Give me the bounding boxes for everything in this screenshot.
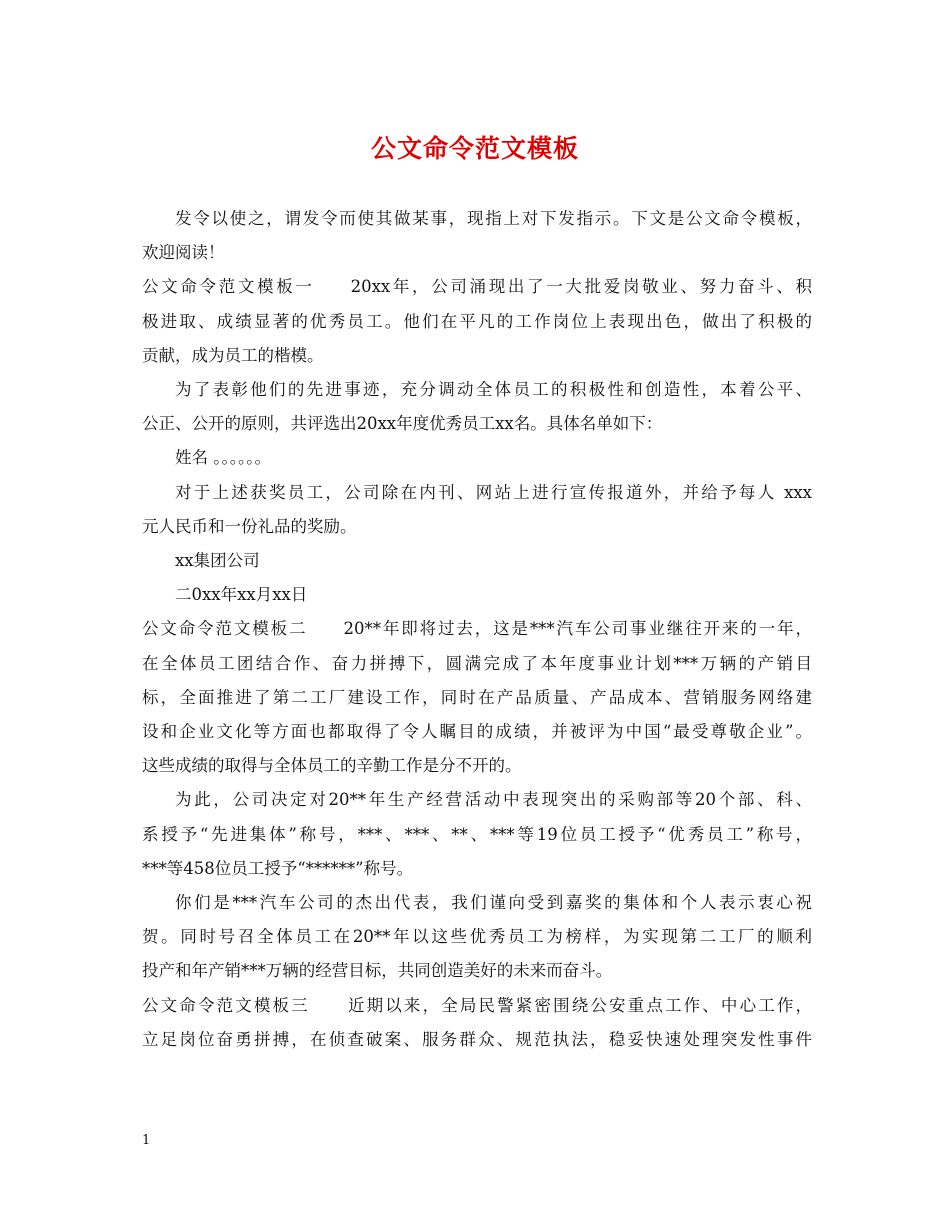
text-line: 投产和年产销***万辆的经营目标，共同创造美好的未来而奋斗。 [142,961,613,981]
text-line [142,989,812,1023]
text-line: 公正、公开的原则，共评选出20xx年度优秀员工xx名。具体名单如下： [142,414,663,434]
section-heading: 公文命令范文模板一 [142,277,315,297]
text-line: 对于上述获奖员工，公司除在内刊、网站上进行宣传报道外，并给予每人 xxx [175,482,812,502]
signature-company: xx集团公司 [175,551,260,571]
text-line: 立足岗位奋勇拼搏，在侦查破案、服务群众、规范执法，稳妥快速处理突发性事件 [142,1029,812,1049]
text-line: 贺。同时号召全体员工在20**年以这些优秀员工为榜样，为实现第二工厂的顺利 [142,927,812,947]
text-line: 元人民币和一份礼品的奖励。 [142,516,357,536]
text-line-segment: 20xx年，公司涌现出了一大批爱岗敬业、努力奋斗、积 [350,277,813,297]
text-line: 系授予“先进集体”称号，***、***、**、***等19位员工授予“优秀员工”称号， [142,824,812,844]
text-line: 为了表彰他们的先进事迹，充分调动全体员工的积极性和创造性，本着公平、 [175,380,812,400]
document-body [142,202,812,1057]
text-line: 为此，公司决定对20**年生产经营活动中表现突出的采购部等20个部、科、 [175,790,812,810]
text-line [142,270,812,304]
text-line-segment: 20**年即将过去，这是***汽车公司事业继往开来的一年， [343,619,813,639]
text-line-segment: 近期以来，全局民警紧密围绕公安重点工作、中心工作， [345,995,813,1015]
text-line [142,612,812,646]
text-line: 贡献，成为员工的楷模。 [142,345,324,365]
text-line: 姓名 。。。。。。 [175,448,271,468]
text-line: 极进取、成绩显著的优秀员工。他们在平凡的工作岗位上表现出色，做出了积极的 [142,311,812,331]
text-line: ***等458位员工授予“******”称号。 [142,858,414,878]
text-line: 发令以使之，谓发令而使其做某事，现指上对下发指示。下文是公文命令模板， [175,209,812,228]
section-heading: 公文命令范文模板二 [142,619,308,639]
text-line: 设和企业文化等方面也都取得了令人瞩目的成绩，并被评为中国“最受尊敬企业”。 [142,722,812,742]
text-line: 欢迎阅读！ [142,243,225,263]
signature-date: 二0xx年xx月xx日 [175,585,308,605]
text-line: 在全体员工团结合作、奋力拼搏下，圆满完成了本年度事业计划***万辆的产销目 [142,653,812,673]
page-number: 1 [142,1133,151,1148]
document-title: 公文命令范文模板 [370,134,579,163]
text-line: 标，全面推进了第二工厂建设工作，同时在产品质量、产品成本、营销服务网络建 [142,687,812,707]
text-line: 这些成绩的取得与全体员工的辛勤工作是分不开的。 [142,756,522,776]
section-heading: 公文命令范文模板三 [142,995,310,1015]
text-line: 你们是***汽车公司的杰出代表，我们谨向受到嘉奖的集体和个人表示衷心祝 [175,893,812,913]
